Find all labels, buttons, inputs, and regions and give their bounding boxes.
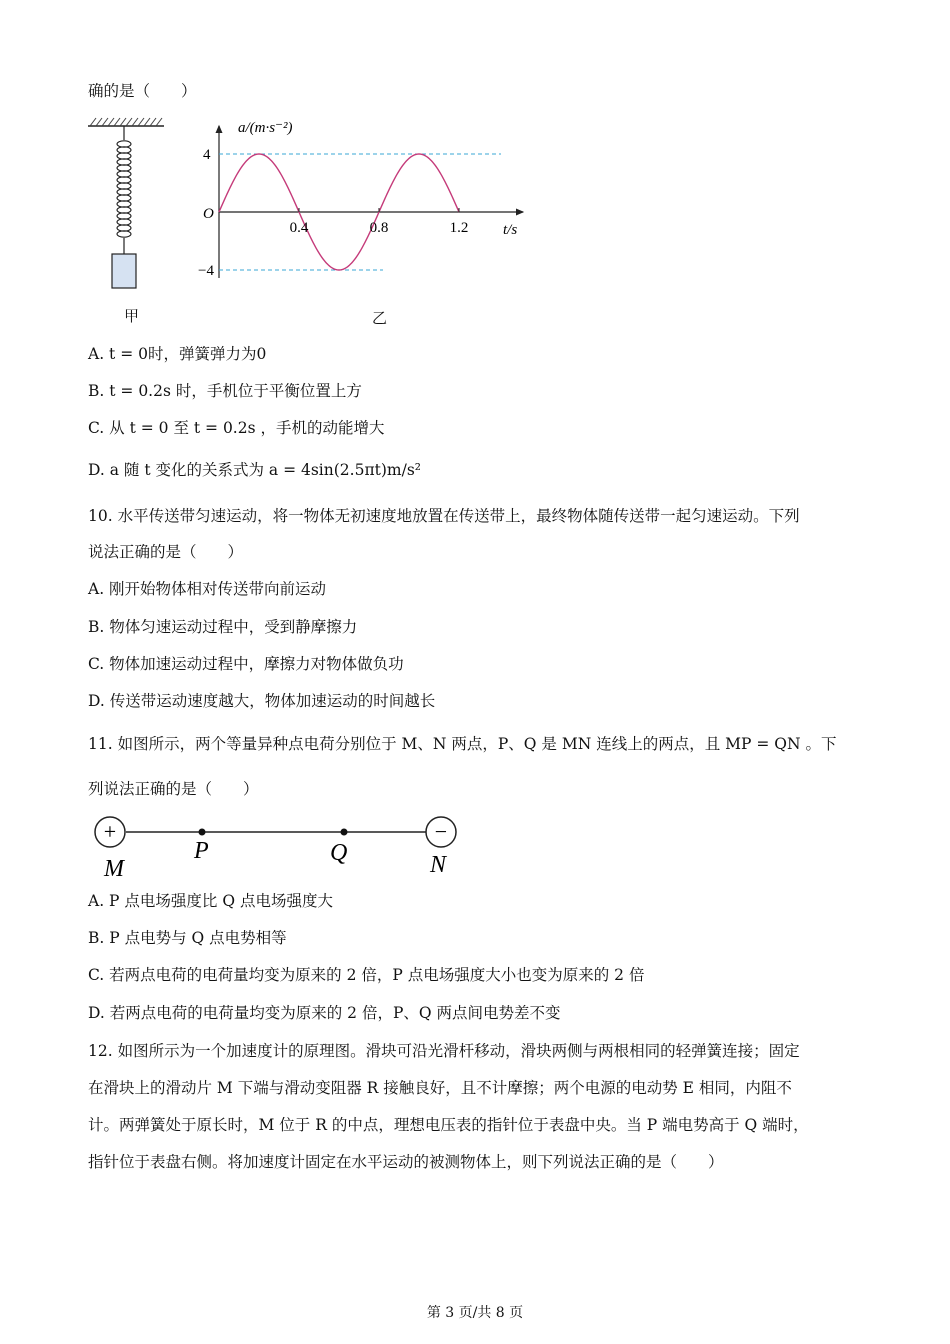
q11-charges-figure xyxy=(88,812,468,884)
label-m: M xyxy=(104,856,124,882)
x-tick-label: 1.2 xyxy=(449,220,469,236)
q11-option-d: D. 若两点电荷的电荷量均变为原来的 2 倍，P、Q 两点间电势差不变 xyxy=(88,1004,561,1022)
figure-jia-caption: 甲 xyxy=(124,307,140,325)
q12-stem-line-4: 指针位于表盘右侧。将加速度计固定在水平运动的被测物体上，则下列说法正确的是（ ） xyxy=(88,1153,724,1171)
point-p xyxy=(199,829,206,836)
y-axis-label: a/(m·s⁻²) xyxy=(238,120,293,136)
question-continuation: 确的是（ ） xyxy=(88,82,197,100)
label-n: N xyxy=(430,852,447,878)
q10-stem-line-2: 说法正确的是（ ） xyxy=(88,543,244,561)
y-tick-label-negative: −4 xyxy=(198,263,214,279)
x-axis-label: t/s xyxy=(503,222,518,238)
q12-stem-line-2: 在滑块上的滑动片 M 下端与滑动变阻器 R 接触良好，且不计摩擦；两个电源的电动势 E 相同，内阻不 xyxy=(88,1079,792,1097)
figure-jia-spring xyxy=(84,114,174,314)
q10-option-b: B. 物体匀速运动过程中，受到静摩擦力 xyxy=(88,618,358,636)
x-tick-label: 0.4 xyxy=(289,220,309,236)
point-q xyxy=(341,829,348,836)
q10-option-c: C. 物体加速运动过程中，摩擦力对物体做负功 xyxy=(88,655,404,673)
y-tick-label-positive: 4 xyxy=(203,147,211,163)
figure-yi-caption: 乙 xyxy=(372,309,388,327)
origin-label: O xyxy=(203,206,214,222)
q9-option-a: A. t = 0时，弹簧弹力为0 xyxy=(88,345,267,363)
q11-option-c: C. 若两点电荷的电荷量均变为原来的 2 倍，P 点电场强度大小也变为原来的 2 倍 xyxy=(88,966,645,984)
q12-stem-line-1: 12. 如图所示为一个加速度计的原理图。滑块可沿光滑杆移动，滑块两侧与两根相同的轻弹簧连接；固定 xyxy=(88,1042,800,1060)
figure-yi-at-graph xyxy=(195,112,535,292)
q9-option-d: D. a 随 t 变化的关系式为 a = 4sin(2.5πt)m/s² xyxy=(88,461,421,479)
q9-option-c: C. 从 t = 0 至 t = 0.2s ，手机的动能增大 xyxy=(88,419,385,437)
q10-option-d: D. 传送带运动速度越大，物体加速运动的时间越长 xyxy=(88,692,436,710)
x-tick-label: 0.8 xyxy=(369,220,389,236)
q11-stem-line-1: 11. 如图所示，两个等量异种点电荷分别位于 M、N 两点，P、Q 是 MN 连线上的两点，且 MP = QN 。下 xyxy=(88,735,837,753)
q10-option-a: A. 刚开始物体相对传送带向前运动 xyxy=(88,580,327,598)
label-p: P xyxy=(194,838,209,864)
label-q: Q xyxy=(330,840,348,866)
q11-stem-line-2: 列说法正确的是（ ） xyxy=(88,780,259,798)
page-footer: 第 3 页/共 8 页 xyxy=(426,1305,524,1321)
minus-sign: − xyxy=(434,819,448,844)
q9-option-b: B. t = 0.2s 时，手机位于平衡位置上方 xyxy=(88,382,362,400)
q12-stem-line-3: 计。两弹簧处于原长时，M 位于 R 的中点，理想电压表的指针位于表盘中央。当 P 端电势高于 Q 端时， xyxy=(88,1116,809,1134)
phone-block xyxy=(112,254,136,288)
spring-coil xyxy=(117,141,131,237)
plus-sign: + xyxy=(103,819,117,844)
q11-option-a: A. P 点电场强度比 Q 点电场强度大 xyxy=(88,892,333,910)
q11-option-b: B. P 点电势与 Q 点电势相等 xyxy=(88,929,287,947)
q10-stem-line-1: 10. 水平传送带匀速运动，将一物体无初速度地放置在传送带上，最终物体随传送带一起匀速运动。下列 xyxy=(88,507,800,525)
ceiling-hatching xyxy=(90,118,162,126)
